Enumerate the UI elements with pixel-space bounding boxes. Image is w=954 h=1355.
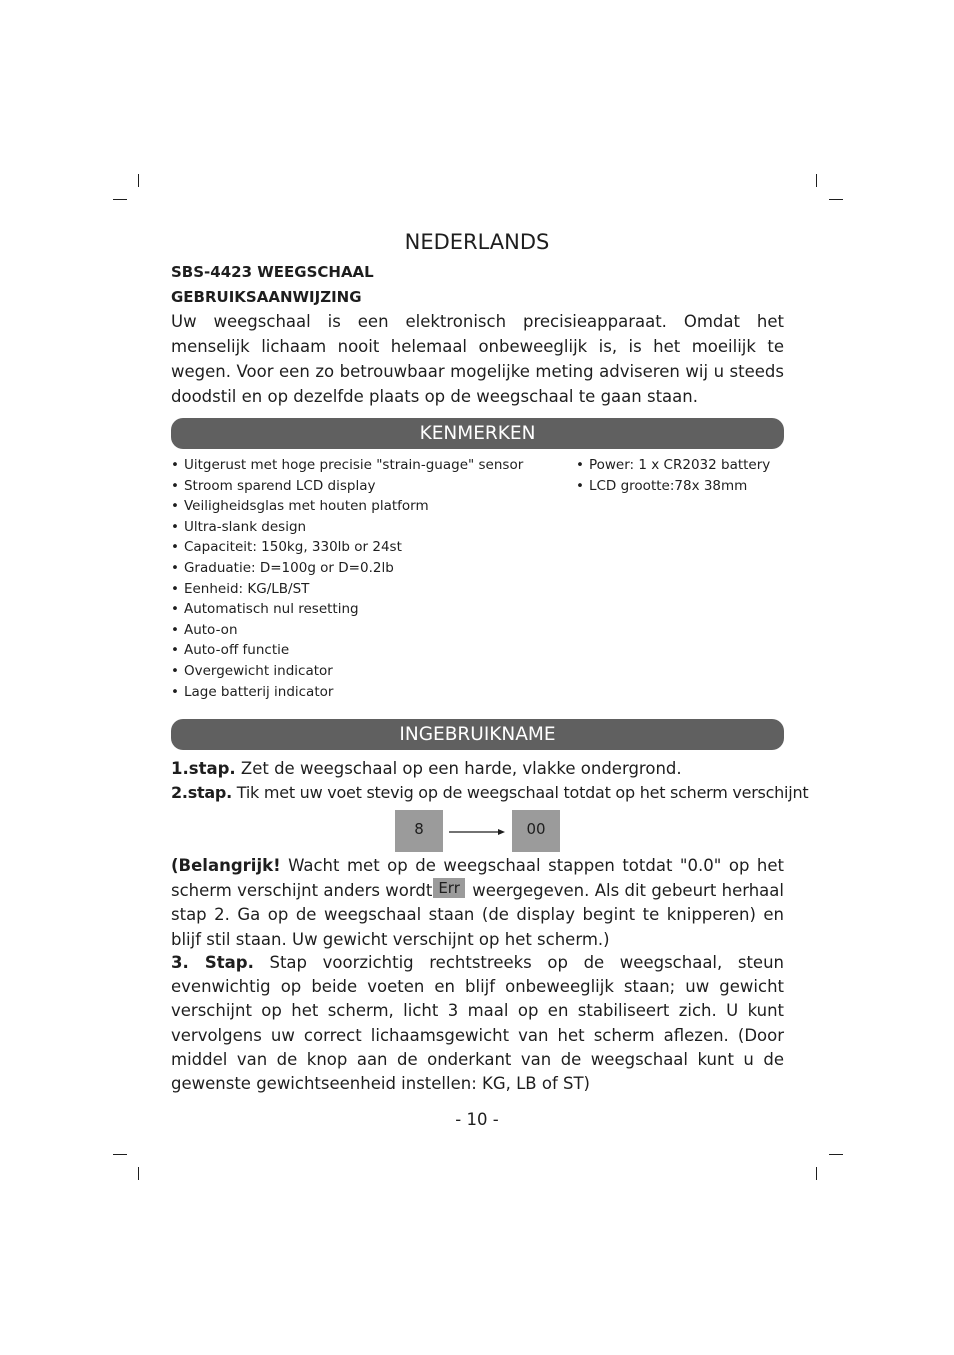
feature-text: Uitgerust met hoge precisie "strain-guage" sensor	[183, 457, 524, 473]
feature-text: Capaciteit: 150kg, 330lb or 24st	[183, 539, 402, 556]
step-1-text: Zet de weegschaal op een harde, vlakke ondergrond.	[235, 759, 682, 778]
important-text-part-2: weergegeven. Als dit gebeurt herhaal stap 2. Ga op de weegschaal staan (de display begint te knipperen) en blijf stil staan. Uw gewicht verschijnt op het scherm.)	[171, 881, 784, 949]
bullet-icon: •	[171, 518, 179, 535]
document-title-line-2: GEBRUIKSAANWIJZING	[171, 288, 362, 306]
bullet-icon: •	[171, 621, 179, 638]
lcd-display-initial: 8	[395, 810, 443, 852]
important-label: (Belangrijk!	[171, 856, 281, 875]
bullet-icon: •	[171, 580, 179, 597]
feature-text: Ultra-slank design	[183, 518, 307, 535]
feature-item	[171, 620, 571, 641]
language-heading: NEDERLANDS	[404, 230, 550, 254]
feature-text: Automatisch nul resetting	[183, 601, 359, 618]
page-number: - 10 -	[455, 1110, 499, 1129]
feature-item	[171, 661, 571, 682]
bullet-icon: •	[171, 601, 179, 618]
crop-mark-bottom-right-horizontal	[829, 1154, 843, 1155]
step-1	[171, 757, 811, 781]
feature-item	[171, 599, 571, 620]
feature-item	[171, 476, 571, 497]
feature-item	[171, 579, 571, 600]
crop-mark-bottom-right-vertical	[816, 1167, 817, 1180]
feature-item	[171, 496, 571, 517]
bullet-icon: •	[171, 683, 179, 700]
features-list-left	[171, 455, 571, 702]
feature-item	[171, 517, 571, 538]
features-section-bar	[171, 418, 784, 449]
lcd-display-zero: 00	[512, 810, 560, 852]
bullet-icon: •	[171, 457, 179, 473]
step-2-label: 2.stap.	[171, 783, 232, 802]
feature-item	[576, 455, 786, 476]
feature-item	[171, 537, 571, 558]
bullet-icon: •	[171, 662, 179, 679]
feature-item	[576, 476, 786, 497]
feature-text: Overgewicht indicator	[183, 662, 333, 679]
usage-section-bar	[171, 719, 784, 750]
step-3	[171, 951, 784, 1096]
intro-paragraph: Uw weegschaal is een elektronisch precisieapparaat. Omdat het menselijk lichaam nooit helemaal onbeweeglijk is, is het moeilijk te wegen. Voor een zo betrouwbaar mogelijke meting adviseren wij u steeds doodstil en op dezelfde plaats op de weegschaal te gaan staan.	[171, 312, 784, 406]
feature-text: Lage batterij indicator	[183, 683, 334, 700]
important-note	[171, 854, 784, 952]
feature-text: Stroom sparend LCD display	[183, 477, 376, 494]
step-2	[171, 781, 811, 805]
feature-text: LCD grootte:78x 38mm	[588, 477, 748, 494]
err-display: Err	[433, 878, 465, 898]
crop-mark-top-left-horizontal	[113, 199, 127, 200]
crop-mark-top-left-vertical	[138, 174, 139, 187]
feature-item	[171, 558, 571, 579]
bullet-icon: •	[171, 477, 179, 494]
crop-mark-bottom-left-vertical	[138, 1167, 139, 1180]
feature-item	[171, 455, 571, 476]
crop-mark-bottom-left-horizontal	[113, 1154, 127, 1155]
document-title-line-1: SBS-4423 WEEGSCHAAL	[171, 263, 374, 281]
feature-item	[171, 640, 571, 661]
bullet-icon: •	[576, 457, 584, 473]
bullet-icon: •	[171, 498, 179, 515]
features-heading: KENMERKEN	[419, 423, 536, 444]
step-3-label: 3. Stap.	[171, 953, 254, 972]
bullet-icon: •	[576, 477, 584, 494]
feature-text: Power: 1 x CR2032 battery	[588, 457, 771, 473]
arrow-right-icon	[449, 829, 505, 835]
crop-mark-top-right-horizontal	[829, 199, 843, 200]
important-text-part-1: Wacht met op de weegschaal stappen totdat "0.0" op het scherm verschijnt anders wordt	[171, 856, 784, 901]
feature-text: Auto-off functie	[183, 642, 290, 659]
features-list-right	[576, 455, 786, 496]
feature-text: Graduatie: D=100g or D=0.2lb	[183, 559, 394, 576]
feature-text: Veiligheidsglas met houten platform	[183, 498, 429, 515]
feature-text: Auto-on	[183, 621, 238, 638]
bullet-icon: •	[171, 559, 179, 576]
step-3-text: Stap voorzichtig rechtstreeks op de weegschaal, steun evenwichtig op beide voeten en blijf onbeweeglijk staan; uw gewicht verschijnt op het scherm, licht 3 maal op en stabiliseert zich. U kunt vervolgens uw correct lichaamsgewicht van het scherm aflezen. (Door middel van de knop aan de onderkant van de weegschaal kunt u de gewenste gewichtseenheid instellen: KG, LB of ST)	[171, 953, 784, 1094]
step-1-label: 1.stap.	[171, 759, 236, 778]
crop-mark-top-right-vertical	[816, 174, 817, 187]
bullet-icon: •	[171, 539, 179, 556]
feature-text: Eenheid: KG/LB/ST	[183, 580, 310, 597]
bullet-icon: •	[171, 642, 179, 659]
usage-heading: INGEBRUIKNAME	[399, 724, 556, 745]
step-2-text: Tik met uw voet stevig op de weegschaal totdat op het scherm verschijnt	[231, 783, 809, 802]
feature-item	[171, 682, 571, 703]
